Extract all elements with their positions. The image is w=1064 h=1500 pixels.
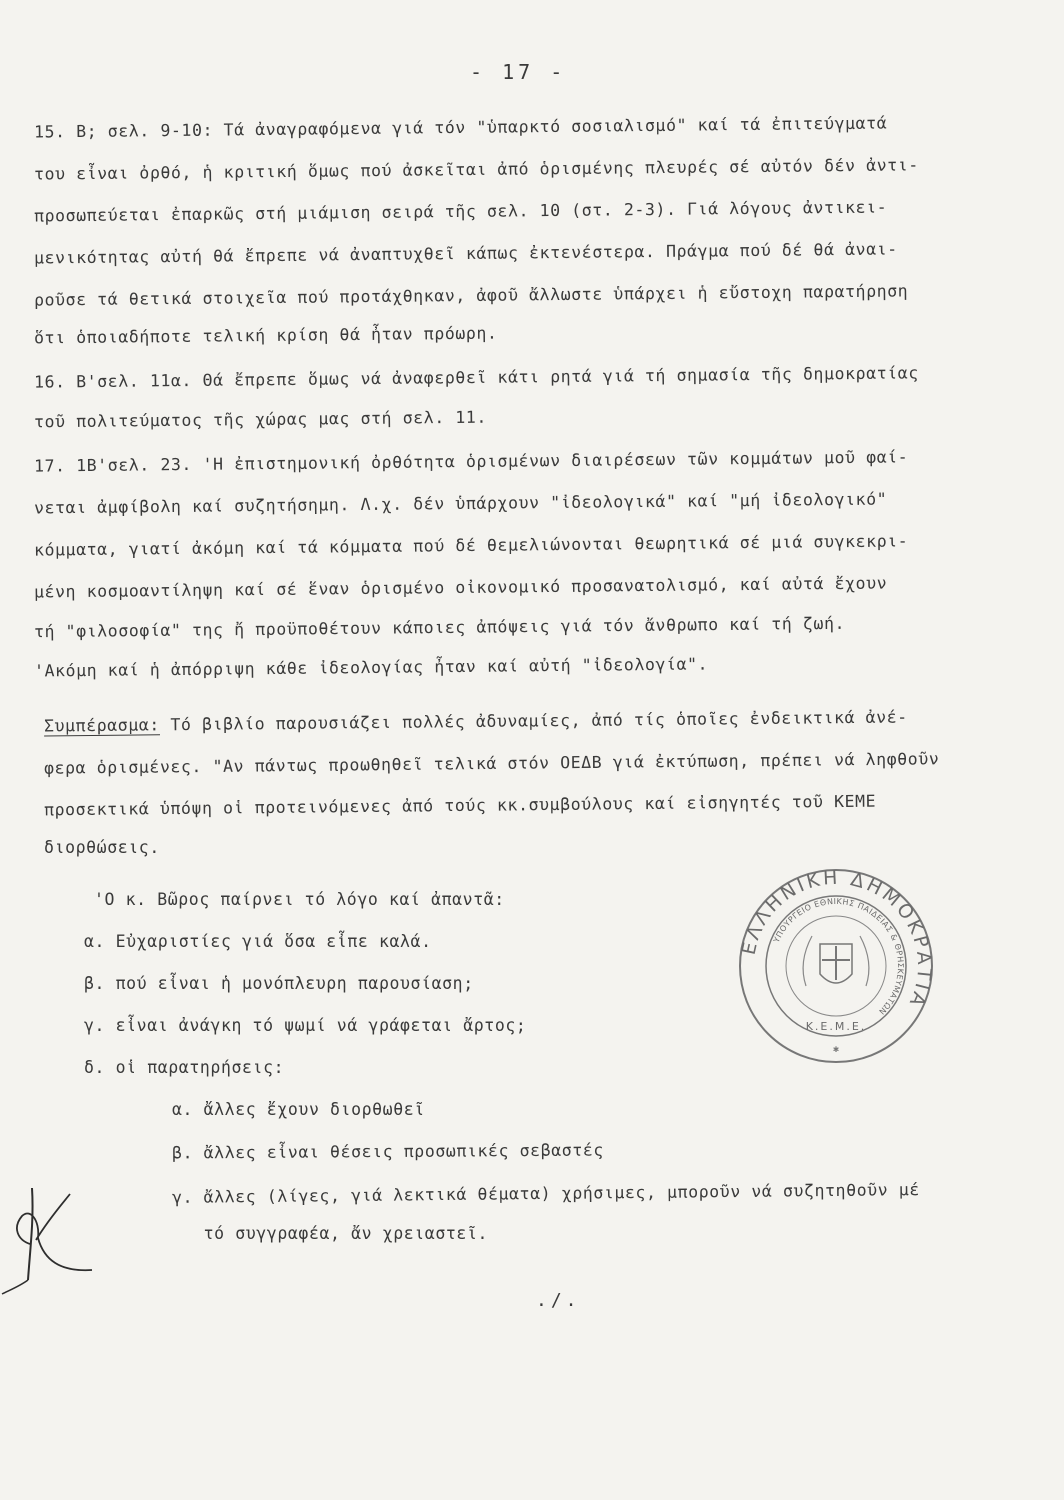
text-line: μένη κοσμοαντίληψη καί σέ ἕναν ὁρισμένο οἰκονομικό προσανατολισμό, καί αὐτά ἔχουν xyxy=(33,573,888,602)
text-line: προσωπεύεται ἐπαρκῶς στή μιάμιση σειρά τῆς σελ. 10 (στ. 2-3). Γιά λόγους ἀντικει- xyxy=(33,197,888,226)
conclusion-line: προσεκτικά ὑπόψη οἱ προτεινόμενες ἀπό τούς κκ.συμβούλους καί εἰσηγητές τοῦ ΚΕΜΕ xyxy=(43,791,877,820)
coat-of-arms-icon xyxy=(803,936,869,986)
continuation-mark: ./. xyxy=(536,1290,581,1311)
reply-item: β. πού εἶναι ἡ μονόπλευρη παρουσίαση; xyxy=(84,974,474,993)
sub-item: α. ἄλλες ἔχουν διορθωθεῖ xyxy=(172,1100,425,1119)
seal-star-icon: ✱ xyxy=(832,1044,840,1055)
text-line: ὅτι ὁποιαδήποτε τελική κρίση θά ἦταν πρόωρη. xyxy=(33,323,498,348)
text-line: μενικότητας αὐτή θά ἔπρεπε νά ἀναπτυχθεῖ κάπως ἐκτενέστερα. Πράγμα πού δέ θά ἀναι- xyxy=(33,239,898,268)
page-number: - 17 - xyxy=(470,60,567,84)
text-line: 'Ακόμη καί ἡ ἀπόρριψη κάθε ἰδεολογίας ἦταν καί αὐτή "ἰδεολογία". xyxy=(33,654,709,681)
seal-outer-text: ΕΛΛΗΝΙΚΗ ΔΗΜΟΚΡΑΤΙΑ xyxy=(737,866,936,1013)
text-line: 17. 1Β'σελ. 23. 'Η ἐπιστημονική ὀρθότητα ὁρισμένων διαιρέσεων τῶν κομμάτων μοῦ φαί- xyxy=(33,447,909,476)
text-line: τοῦ πολιτεύματος τῆς χώρας μας στή σελ. 11. xyxy=(33,407,488,432)
reply-intro: 'Ο κ. Βῶρος παίρνει τό λόγο καί ἀπαντᾶ: xyxy=(94,890,505,909)
text-line: 15. Β; σελ. 9-10: Τά ἀναγραφόμενα γιά τόν "ὑπαρκτό σοσιαλισμό" καί τά ἐπιτεύγματά xyxy=(33,113,888,142)
text-line: του εἶναι ὀρθό, ἡ κριτική ὅμως πού ἀσκεῖται ἀπό ὁρισμένης πλευρές σέ αὐτόν δέν ἀντι- xyxy=(33,155,919,184)
text-line: τή "φιλοσοφία" της ἤ προϋποθέτουν κάποιες ἀπόψεις γιά τόν ἄνθρωπο καί τή ζωή. xyxy=(33,613,846,642)
text-line: νεται ἀμφίβολη καί συζητήσημη. Λ.χ. δέν ὑπάρχουν "ἰδεολογικά" καί "μή ἰδεολογικό" xyxy=(33,489,888,518)
reply-item: γ. εἶναι ἀνάγκη τό ψωμί νά γράφεται ἄρτος; xyxy=(84,1016,527,1035)
conclusion-label: Συμπέρασμα: xyxy=(43,715,160,736)
handwritten-signature xyxy=(0,1180,110,1300)
reply-item: α. Εὐχαριστίες γιά ὅσα εἶπε καλά. xyxy=(84,932,432,951)
seal-inner-text: ΥΠΟΥΡΓΕΙΟ ΕΘΝΙΚΗΣ ΠΑΙΔΕΙΑΣ & ΘΡΗΣΚΕΥΜΑΤΩΝ xyxy=(771,896,906,1017)
reply-item: δ. οἱ παρατηρήσεις: xyxy=(84,1058,285,1077)
text-line: κόμματα, γιατί ἀκόμη καί τά κόμματα πού δέ θεμελιώνονται θεωρητικά σέ μιά συγκεκρι- xyxy=(33,531,909,560)
conclusion-line: φερα ὁρισμένες. "Αν πάντως προωθηθεῖ τελικά στόν ΟΕΔΒ γιά ἐκτύπωση, πρέπει νά ληφθοῦν xyxy=(43,749,940,778)
sub-item: β. ἄλλες εἶναι θέσεις προσωπικές σεβαστές xyxy=(171,1140,604,1163)
text-line: 16. Β'σελ. 11α. Θά ἔπρεπε ὅμως νά ἀναφερθεῖ κάτι ρητά γιά τή σημασία τῆς δημοκρατίας xyxy=(33,363,919,392)
sub-item: τό συγγραφέα, ἄν χρειαστεῖ. xyxy=(172,1224,489,1243)
conclusion-text: Τό βιβλίο παρουσιάζει πολλές ἀδυναμίες, ἀπό τίς ὁποῖες ἐνδεικτικά ἀνέ- xyxy=(159,707,908,735)
conclusion-line xyxy=(44,707,908,736)
seal-bottom-text: Κ.Ε.Μ.Ε. xyxy=(805,1020,867,1033)
conclusion-line: διορθώσεις. xyxy=(44,838,160,857)
sub-item: γ. ἄλλες (λίγες, γιά λεκτικά θέματα) χρήσιμες, μποροῦν νά συζητηθοῦν μέ xyxy=(171,1180,920,1207)
text-line: ροῦσε τά θετικά στοιχεῖα πού προτάχθηκαν, ἀφοῦ ἄλλωστε ὑπάρχει ἡ εὔστοχη παρατήρηση xyxy=(33,281,909,310)
svg-text:ΕΛΛΗΝΙΚΗ ΔΗΜΟΚΡΑΤΙΑ xyxy=(738,867,936,1012)
official-seal xyxy=(736,866,936,1066)
